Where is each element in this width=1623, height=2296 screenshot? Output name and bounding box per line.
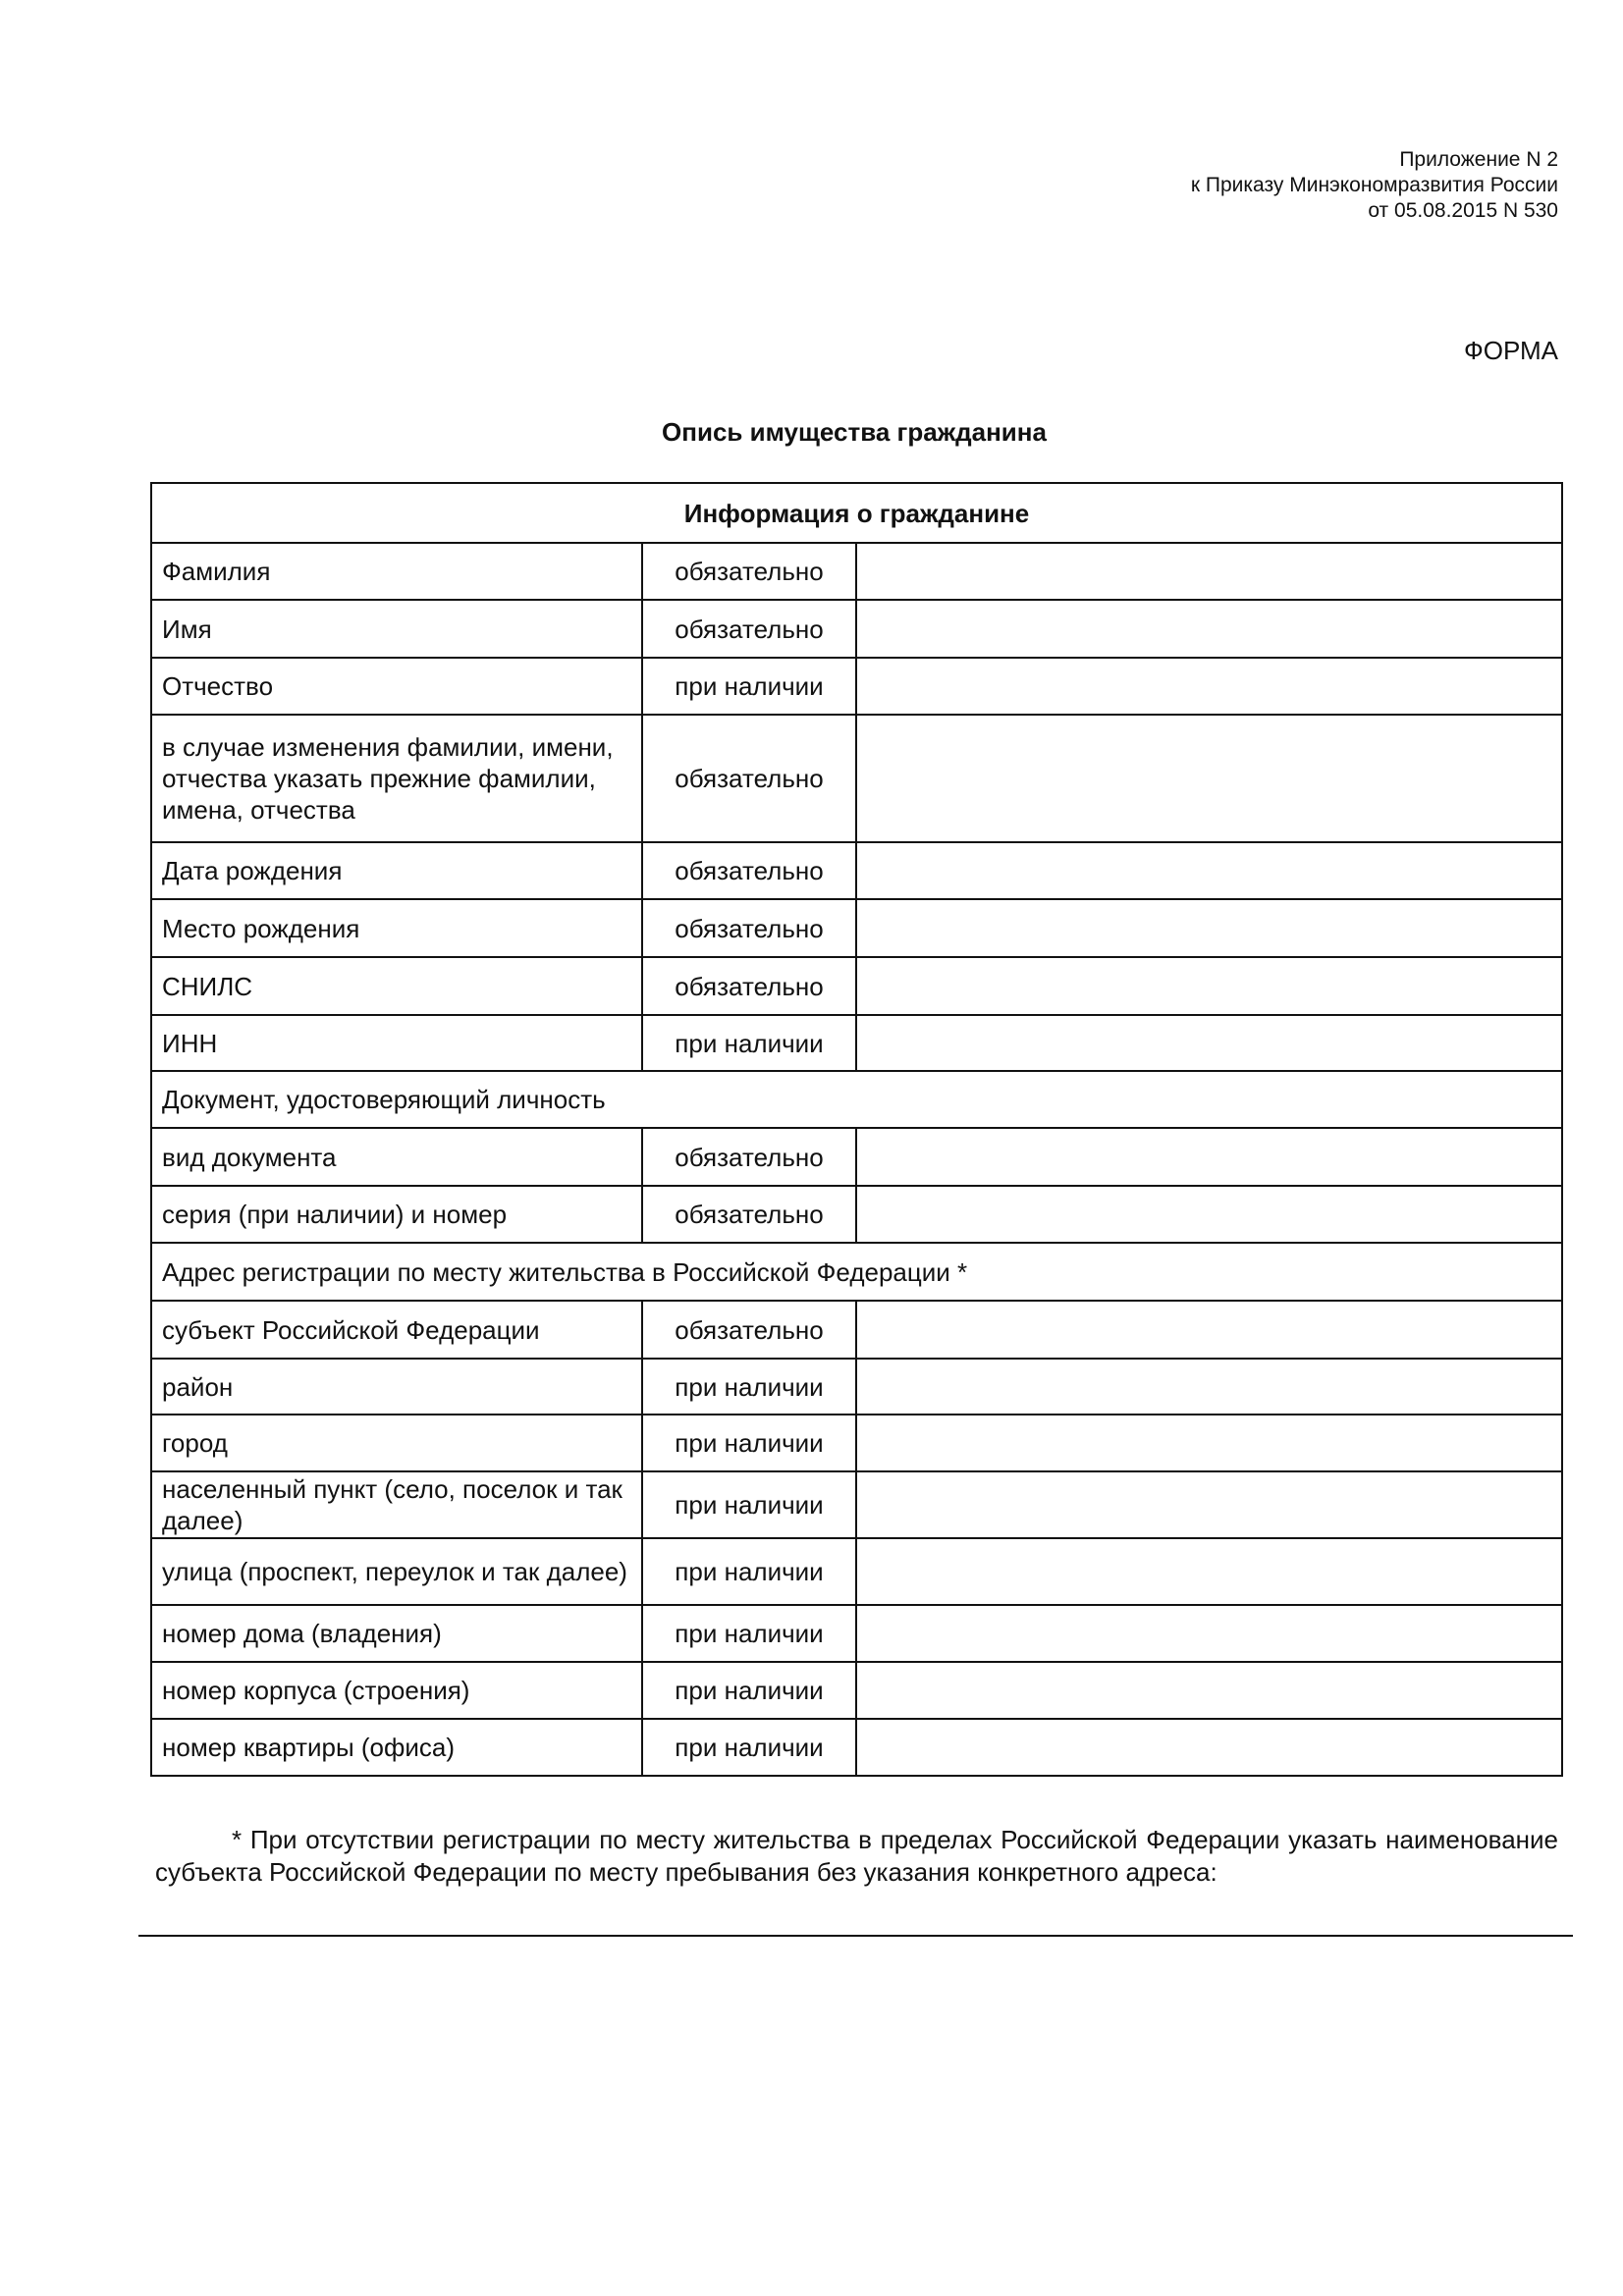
- field-label: СНИЛС: [151, 957, 642, 1015]
- field-value-cell[interactable]: [856, 1662, 1562, 1719]
- table-row: [151, 899, 1562, 957]
- field-label: ИНН: [151, 1015, 642, 1071]
- table-row: [151, 842, 1562, 899]
- requirement-status: обязательно: [642, 899, 856, 957]
- requirement-status: обязательно: [642, 715, 856, 842]
- table-row: [151, 1719, 1562, 1776]
- appendix-date: от 05.08.2015 N 530: [1368, 199, 1558, 222]
- requirement-status: при наличии: [642, 1359, 856, 1415]
- table-heading-row: [151, 483, 1562, 543]
- field-value-cell[interactable]: [856, 1415, 1562, 1471]
- requirement-status: при наличии: [642, 1471, 856, 1538]
- field-label: субъект Российской Федерации: [151, 1301, 642, 1359]
- field-value-cell[interactable]: [856, 1128, 1562, 1186]
- field-value-cell[interactable]: [856, 1015, 1562, 1071]
- appendix-header: [1191, 147, 1558, 224]
- section-row: [151, 1071, 1562, 1128]
- field-label: район: [151, 1359, 642, 1415]
- field-value-cell[interactable]: [856, 957, 1562, 1015]
- field-value-cell[interactable]: [856, 899, 1562, 957]
- requirement-status: обязательно: [642, 600, 856, 658]
- requirement-status: при наличии: [642, 1719, 856, 1776]
- field-label: номер корпуса (строения): [151, 1662, 642, 1719]
- table-row: [151, 1359, 1562, 1415]
- field-value-cell[interactable]: [856, 1359, 1562, 1415]
- section-label: Адрес регистрации по месту жительства в Российской Федерации *: [151, 1243, 1562, 1301]
- table-row: [151, 600, 1562, 658]
- field-label: номер квартиры (офиса): [151, 1719, 642, 1776]
- field-label: населенный пункт (село, поселок и так далее): [151, 1471, 642, 1538]
- section-row: [151, 1243, 1562, 1301]
- table-row: [151, 1662, 1562, 1719]
- field-value-cell[interactable]: [856, 600, 1562, 658]
- table-heading: Информация о гражданине: [151, 483, 1562, 543]
- table-row: [151, 543, 1562, 600]
- requirement-status: обязательно: [642, 543, 856, 600]
- field-value-cell[interactable]: [856, 1186, 1562, 1243]
- requirement-status: при наличии: [642, 1605, 856, 1662]
- requirement-status: обязательно: [642, 957, 856, 1015]
- field-label: Место рождения: [151, 899, 642, 957]
- table-row: [151, 1538, 1562, 1605]
- field-label: серия (при наличии) и номер: [151, 1186, 642, 1243]
- field-label: вид документа: [151, 1128, 642, 1186]
- field-value-cell[interactable]: [856, 543, 1562, 600]
- form-label: ФОРМА: [1463, 336, 1558, 365]
- table-row: [151, 957, 1562, 1015]
- appendix-number: Приложение N 2: [1399, 148, 1558, 171]
- footnote: * При отсутствии регистрации по месту жительства в пределах Российской Федерации указать наименование субъекта Российской Федерации по месту пребывания без указания конкретного адреса:: [155, 1825, 1558, 1887]
- field-value-cell[interactable]: [856, 1605, 1562, 1662]
- field-label: Фамилия: [151, 543, 642, 600]
- field-label: Дата рождения: [151, 842, 642, 899]
- table-row: [151, 1471, 1562, 1538]
- requirement-status: при наличии: [642, 658, 856, 715]
- field-label: Имя: [151, 600, 642, 658]
- field-value-cell[interactable]: [856, 715, 1562, 842]
- field-value-cell[interactable]: [856, 1719, 1562, 1776]
- field-value-cell[interactable]: [856, 1301, 1562, 1359]
- table-row: [151, 1128, 1562, 1186]
- table-row: [151, 1415, 1562, 1471]
- field-label: Отчество: [151, 658, 642, 715]
- requirement-status: обязательно: [642, 842, 856, 899]
- requirement-status: при наличии: [642, 1015, 856, 1071]
- table-row: [151, 658, 1562, 715]
- field-label: город: [151, 1415, 642, 1471]
- requirement-status: при наличии: [642, 1662, 856, 1719]
- requirement-status: при наличии: [642, 1538, 856, 1605]
- table-row: [151, 1015, 1562, 1071]
- requirement-status: обязательно: [642, 1301, 856, 1359]
- citizen-info-table: [150, 482, 1563, 1777]
- requirement-status: при наличии: [642, 1415, 856, 1471]
- table-row: [151, 1186, 1562, 1243]
- requirement-status: обязательно: [642, 1128, 856, 1186]
- field-label: номер дома (владения): [151, 1605, 642, 1662]
- field-value-cell[interactable]: [856, 658, 1562, 715]
- fill-in-line[interactable]: [138, 1935, 1573, 1937]
- field-label: в случае изменения фамилии, имени, отчества указать прежние фамилии, имена, отчества: [151, 715, 642, 842]
- table-row: [151, 1301, 1562, 1359]
- field-value-cell[interactable]: [856, 842, 1562, 899]
- field-value-cell[interactable]: [856, 1538, 1562, 1605]
- document-title: Опись имущества гражданина: [662, 417, 1047, 447]
- appendix-order: к Приказу Минэкономразвития России: [1190, 174, 1558, 196]
- section-label: Документ, удостоверяющий личность: [151, 1071, 1562, 1128]
- requirement-status: обязательно: [642, 1186, 856, 1243]
- field-label: улица (проспект, переулок и так далее): [151, 1538, 642, 1605]
- field-value-cell[interactable]: [856, 1471, 1562, 1538]
- table-row: [151, 715, 1562, 842]
- table-row: [151, 1605, 1562, 1662]
